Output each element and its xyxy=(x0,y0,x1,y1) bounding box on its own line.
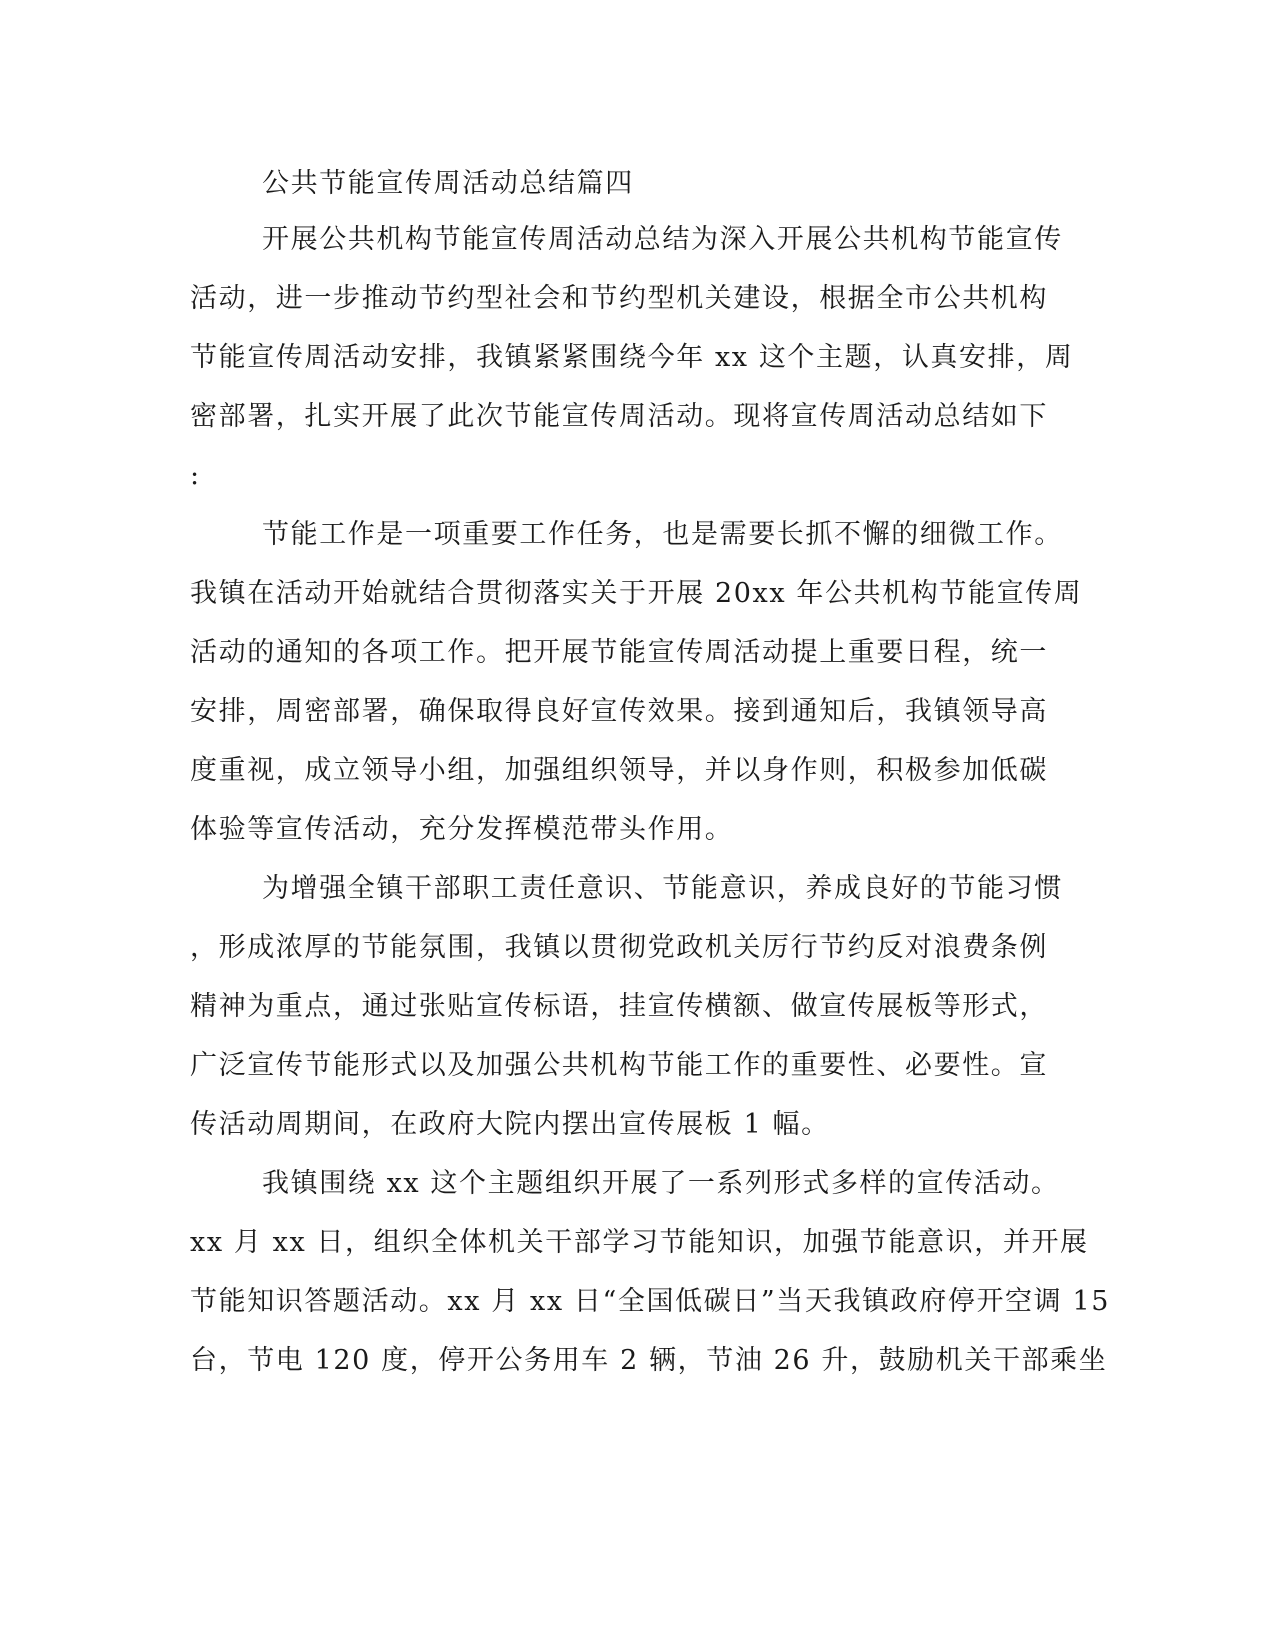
paragraph-line: 密部署，扎实开展了此次节能宣传周活动。现将宣传周活动总结如下 xyxy=(190,401,1048,432)
paragraph-line: : xyxy=(190,460,201,491)
paragraph-line: 度重视，成立领导小组，加强组织领导，并以身作则，积极参加低碳 xyxy=(190,755,1048,786)
paragraph-line: 节能工作是一项重要工作任务，也是需要长抓不懈的细微工作。 xyxy=(262,519,1063,550)
document-title: 公共节能宣传周活动总结篇四 xyxy=(262,168,634,199)
paragraph-line: 广泛宣传节能形式以及加强公共机构节能工作的重要性、必要性。宣 xyxy=(190,1050,1048,1081)
paragraph-line: 传活动周期间，在政府大院内摆出宣传展板 1 幅。 xyxy=(190,1109,830,1140)
paragraph-line: ，形成浓厚的节能氛围，我镇以贯彻党政机关厉行节约反对浪费条例 xyxy=(190,932,1048,963)
paragraph-line: 为增强全镇干部职工责任意识、节能意识，养成良好的节能习惯 xyxy=(262,873,1063,904)
paragraph-line: 节能知识答题活动。xx 月 xx 日“全国低碳日”当天我镇政府停开空调 15 xyxy=(190,1286,1110,1317)
paragraph-line: 我镇在活动开始就结合贯彻落实关于开展 20xx 年公共机构节能宣传周 xyxy=(190,578,1083,609)
paragraph-line: 我镇围绕 xx 这个主题组织开展了一系列形式多样的宣传活动。 xyxy=(262,1168,1060,1199)
paragraph-line: xx 月 xx 日，组织全体机关干部学习节能知识，加强节能意识，并开展 xyxy=(190,1227,1089,1258)
paragraph-line: 节能宣传周活动安排，我镇紧紧围绕今年 xx 这个主题，认真安排，周 xyxy=(190,342,1074,373)
paragraph-line: 台，节电 120 度，停开公务用车 2 辆，节油 26 升，鼓励机关干部乘坐 xyxy=(190,1345,1108,1376)
paragraph-line: 活动的通知的各项工作。把开展节能宣传周活动提上重要日程，统一 xyxy=(190,637,1048,668)
paragraph-line: 活动，进一步推动节约型社会和节约型机关建设，根据全市公共机构 xyxy=(190,283,1048,314)
paragraph-line: 体验等宣传活动，充分发挥模范带头作用。 xyxy=(190,814,734,845)
paragraph-line: 安排，周密部署，确保取得良好宣传效果。接到通知后，我镇领导高 xyxy=(190,696,1048,727)
paragraph-line: 精神为重点，通过张贴宣传标语，挂宣传横额、做宣传展板等形式， xyxy=(190,991,1048,1022)
paragraph-line: 开展公共机构节能宣传周活动总结为深入开展公共机构节能宣传 xyxy=(262,224,1063,255)
